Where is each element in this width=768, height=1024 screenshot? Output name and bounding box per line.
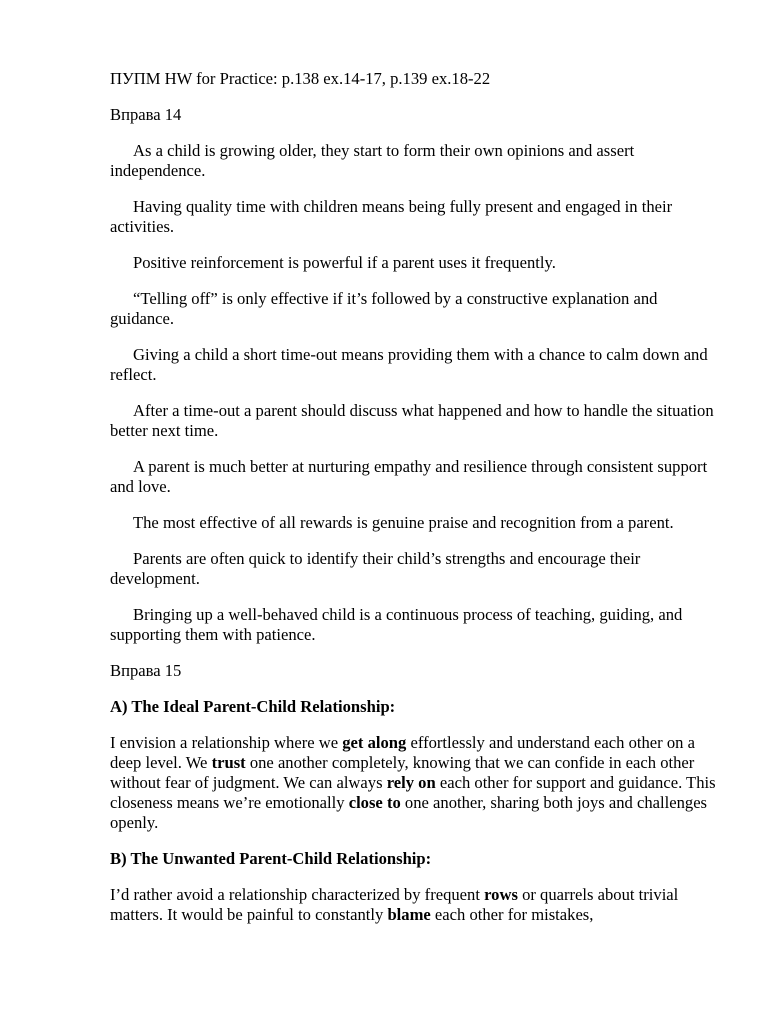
key-phrase: blame: [387, 905, 431, 924]
text-run: one another, sharing both joys and challenges openly.: [110, 793, 708, 832]
key-phrase: get along: [342, 733, 407, 752]
text-run: I envision a relationship where we: [110, 733, 343, 752]
section-b-title: B) The Unwanted Parent-Child Relationship:: [110, 849, 432, 868]
sentence: Giving a child a short time-out means providing them with a chance to calm down and reflect.: [110, 345, 708, 384]
document-title: ПУПМ HW for Practice: p.138 ex.14-17, p.139 ex.18-22: [110, 69, 491, 88]
text-run: one another completely, knowing that we can confide in each other without fear of judgment. We can always: [110, 753, 695, 792]
sentence: Bringing up a well-behaved child is a continuous process of teaching, guiding, and supporting them with patience.: [110, 605, 683, 644]
section-b-paragraph: [110, 885, 716, 925]
text-run: each other for support and guidance. This closeness means we’re emotionally: [110, 773, 716, 812]
section-a-paragraph: [110, 733, 716, 833]
sentence: After a time-out a parent should discuss what happened and how to handle the situation better next time.: [110, 401, 714, 440]
document-page: [110, 69, 716, 941]
sentence: Positive reinforcement is powerful if a parent uses it frequently.: [133, 253, 556, 272]
exercise-15-heading: Вправа 15: [110, 661, 182, 680]
sentence: “Telling off” is only effective if it’s followed by a constructive explanation and guidance.: [110, 289, 658, 328]
text-run: effortlessly and understand each other on a deep level. We: [110, 733, 695, 772]
exercise-14-sentences: [110, 141, 716, 645]
text-run: I’d rather avoid a relationship characterized by frequent: [110, 885, 485, 904]
text-run: or quarrels about trivial matters. It would be painful to constantly: [110, 885, 679, 924]
key-phrase: close to: [348, 793, 401, 812]
sentence: Parents are often quick to identify their child’s strengths and encourage their development.: [110, 549, 641, 588]
text-run: each other for mistakes,: [430, 905, 594, 924]
sentence: A parent is much better at nurturing empathy and resilience through consistent support and love.: [110, 457, 708, 496]
sentence: Having quality time with children means being fully present and engaged in their activities.: [110, 197, 673, 236]
section-a-title: A) The Ideal Parent-Child Relationship:: [110, 697, 396, 716]
key-phrase: trust: [211, 753, 246, 772]
exercise-14-heading: Вправа 14: [110, 105, 182, 124]
sentence: As a child is growing older, they start to form their own opinions and assert independence.: [110, 141, 635, 180]
key-phrase: rely on: [386, 773, 436, 792]
key-phrase: rows: [484, 885, 518, 904]
sentence: The most effective of all rewards is genuine praise and recognition from a parent.: [133, 513, 674, 532]
